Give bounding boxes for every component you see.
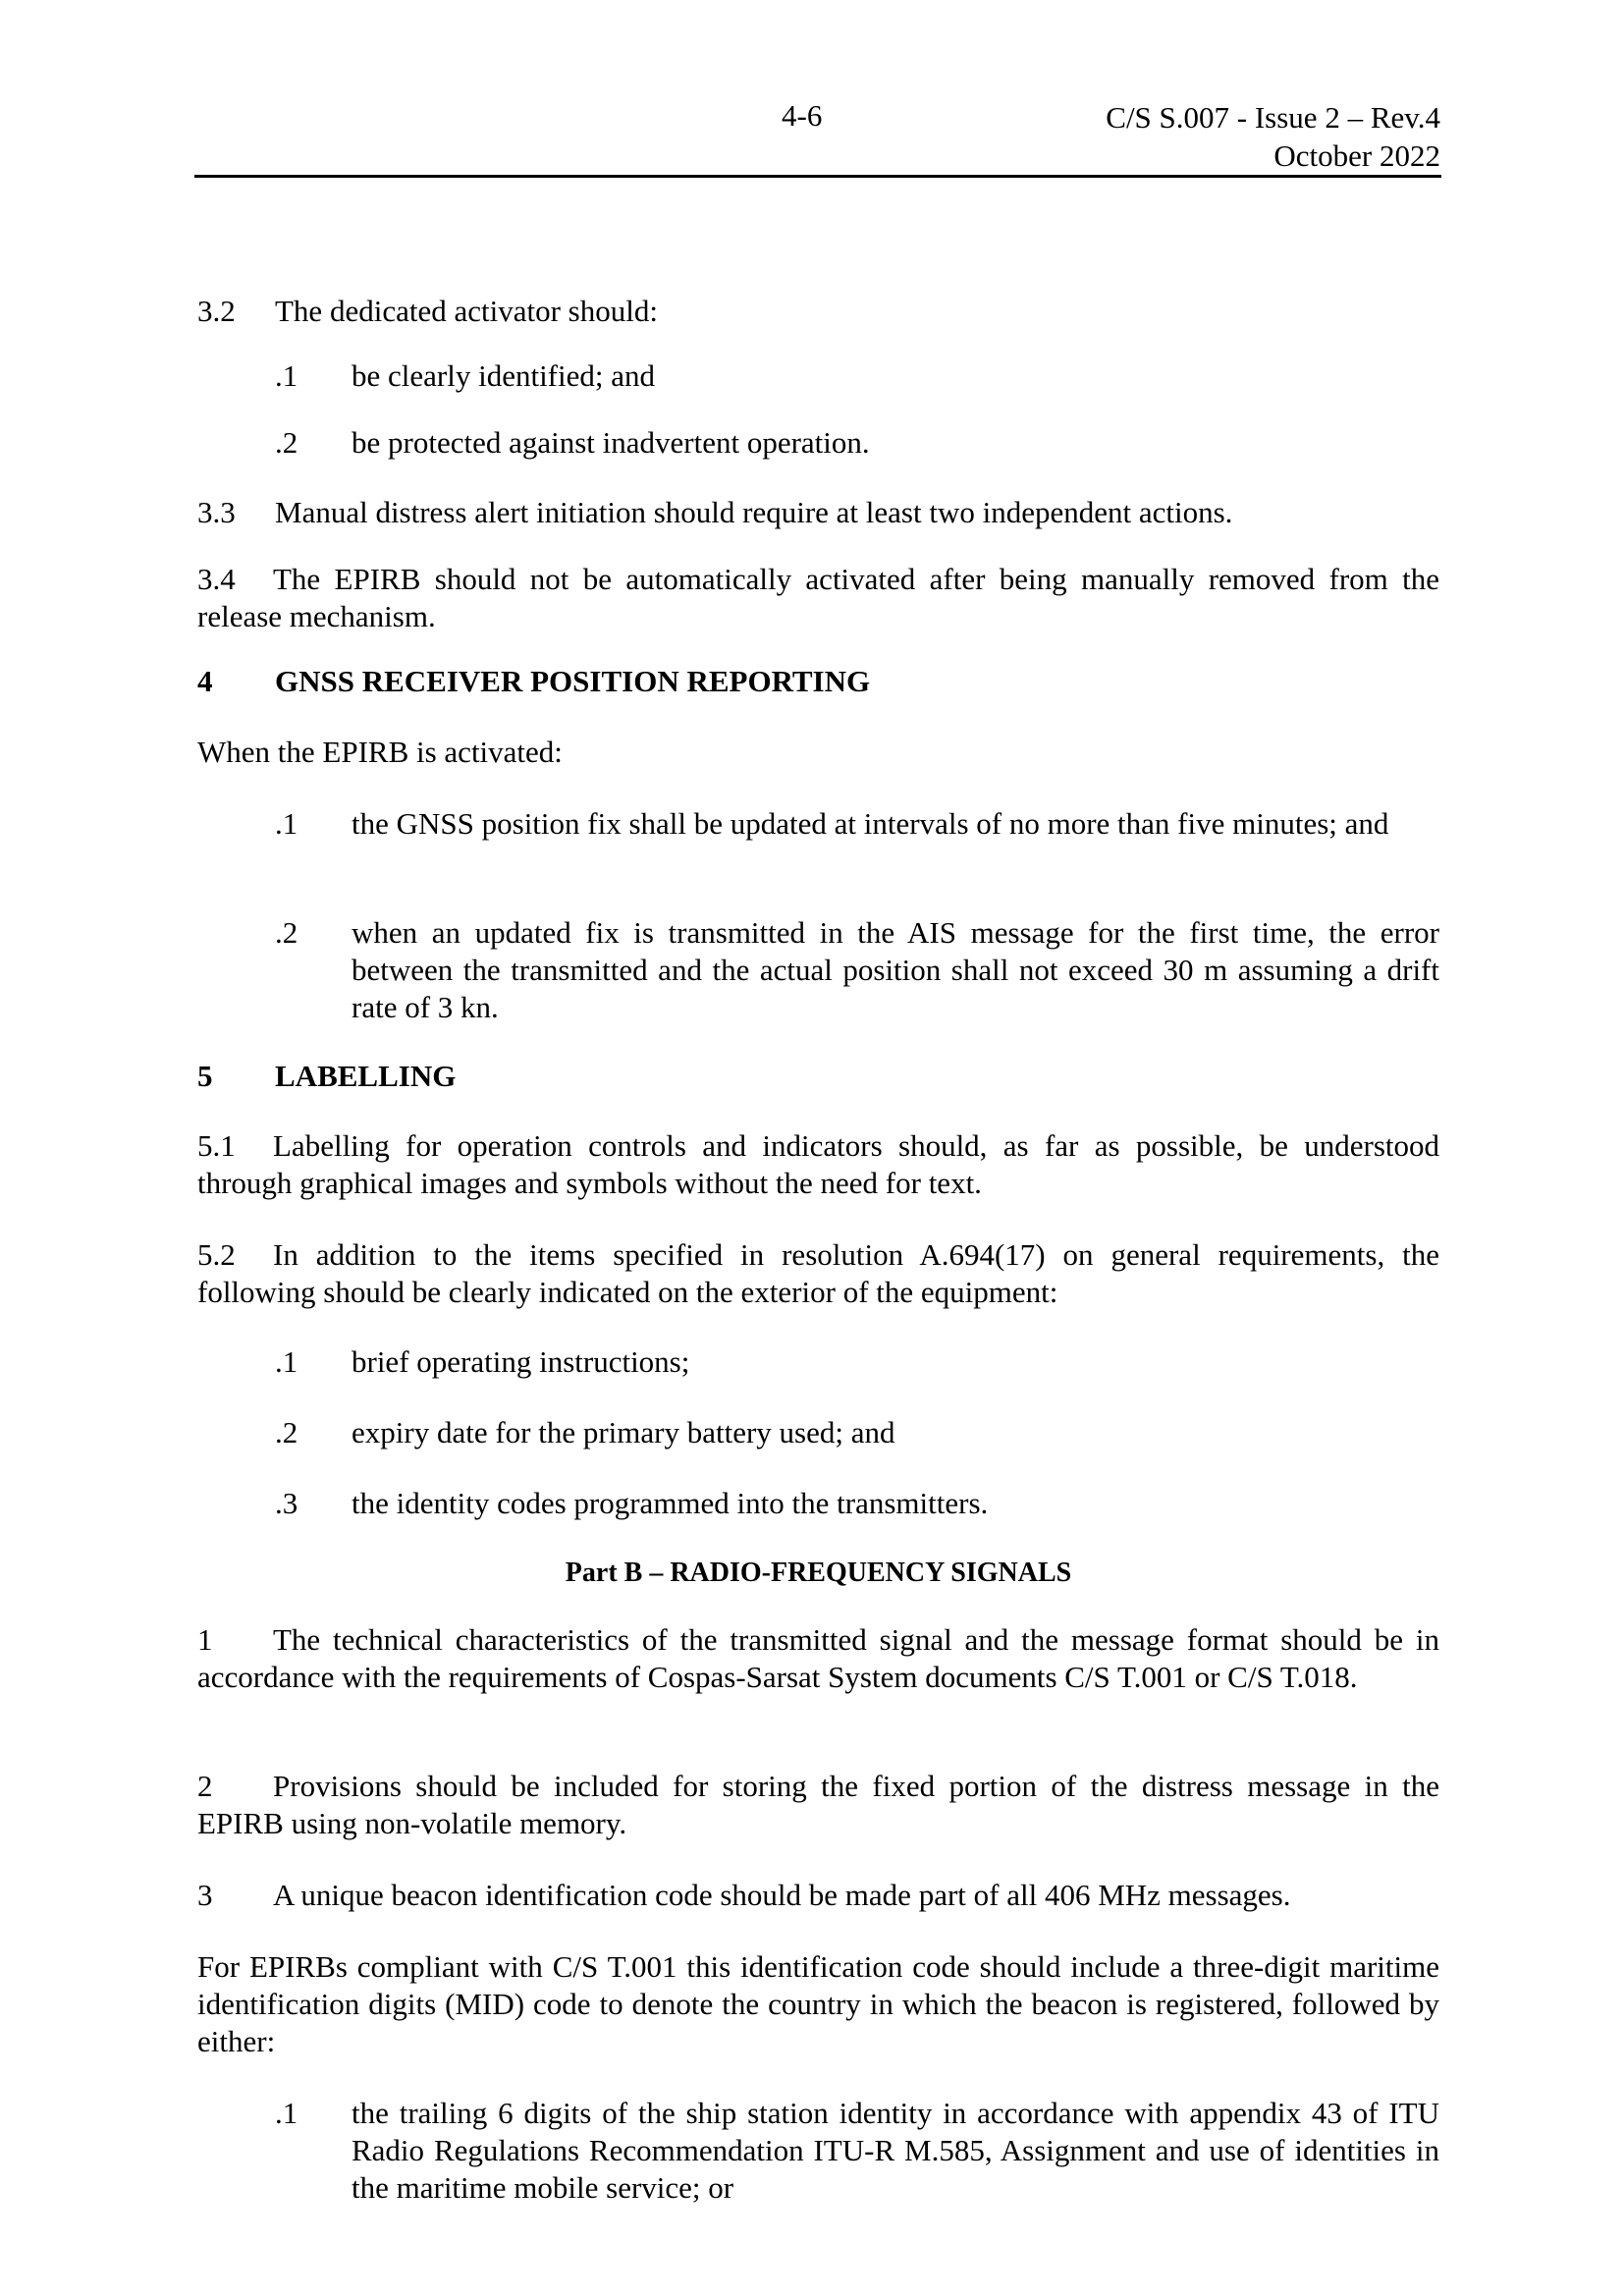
doc-ref: C/S S.007 - Issue 2 – Rev.4 — [1106, 100, 1440, 135]
list-item-number: .1 — [275, 358, 298, 393]
doc-date: October 2022 — [1273, 138, 1440, 173]
list-item-text: the trailing 6 digits of the ship station identity in accordance with appendix 43 of ITU Radio Regulations Recommendation ITU-R M.585, Assignment and use of identities in the maritime mobile service; or — [352, 2096, 1439, 2205]
section-5-1-number: 5.1 — [197, 1128, 236, 1163]
part-b-para-1-text: The technical characteristics of the transmitted signal and the message format should be in accordance with the requirements of Cospas-Sarsat System documents C/S T.001 or C/S T.018. — [197, 1622, 1439, 1694]
part-b-para-2-number: 2 — [197, 1769, 213, 1803]
list-item-number: .3 — [275, 1486, 298, 1520]
section-5-2-text: In addition to the items specified in resolution A.694(17) on general requirements, the following should be clearly indicated on the exterior of the equipment: — [197, 1237, 1439, 1309]
list-item-text: when an updated fix is transmitted in the AIS message for the first time, the error between the transmitted and the actual position shall not exceed 30 m assuming a drift rate of 3 kn. — [352, 915, 1439, 1024]
section-3-2-text: The dedicated activator should: — [275, 294, 658, 328]
section-3-4 — [197, 561, 1439, 635]
part-b-para-1-number: 1 — [197, 1622, 213, 1657]
section-5-1-text: Labelling for operation controls and indicators should, as far as possible, be understood through graphical images and symbols without the need for text. — [197, 1128, 1439, 1200]
list-item-text: expiry date for the primary battery used; and — [352, 1415, 895, 1449]
section-5-1 — [197, 1127, 1439, 1202]
list-item-number: .2 — [275, 915, 298, 950]
section-3-4-text: The EPIRB should not be automatically activated after being manually removed from the release mechanism. — [197, 562, 1439, 633]
part-b-para-4: For EPIRBs compliant with C/S T.001 this identification code should include a three-digit maritime identification digits (MID) code to denote the country in which the beacon is registered, followed by either: — [197, 1949, 1439, 2058]
section-3-2-number: 3.2 — [197, 294, 236, 328]
section-5-heading: LABELLING — [275, 1059, 457, 1093]
part-b-heading: Part B – RADIO-FREQUENCY SIGNALS — [565, 1558, 1072, 1588]
header-rule — [194, 175, 1441, 178]
section-3-3-number: 3.3 — [197, 495, 236, 529]
section-4-heading: GNSS RECEIVER POSITION REPORTING — [275, 664, 871, 698]
part-b-para-3-number: 3 — [197, 1878, 213, 1912]
list-item-text: brief operating instructions; — [352, 1344, 690, 1379]
section-5-2 — [197, 1236, 1439, 1311]
document-reference — [851, 98, 1440, 175]
list-item-number: .1 — [275, 2096, 298, 2130]
section-4-number: 4 — [197, 664, 213, 698]
list-item-text: the identity codes programmed into the transmitters. — [352, 1486, 989, 1520]
list-item-number: .1 — [275, 1344, 298, 1379]
part-b-para-3-text: A unique beacon identification code should be made part of all 406 MHz messages. — [273, 1878, 1291, 1912]
list-item-number: .1 — [275, 806, 298, 841]
list-item-text: the GNSS position fix shall be updated at intervals of no more than five minutes; and — [352, 806, 1389, 841]
list-item-text: be clearly identified; and — [352, 358, 656, 393]
part-b-para-2-text: Provisions should be included for storing the fixed portion of the distress message in the EPIRB using non-volatile memory. — [197, 1769, 1439, 1840]
section-5-number: 5 — [197, 1059, 213, 1093]
list-item-number: .2 — [275, 425, 298, 460]
part-b-para-3 — [197, 1877, 1439, 1914]
part-b-para-1 — [197, 1621, 1439, 1696]
page-number: 4-6 — [782, 98, 823, 133]
section-3-4-number: 3.4 — [197, 562, 236, 596]
section-3-3-text: Manual distress alert initiation should require at least two independent actions. — [275, 495, 1233, 529]
list-item-number: .2 — [275, 1415, 298, 1449]
section-5-2-number: 5.2 — [197, 1237, 236, 1272]
list-item-text: be protected against inadvertent operation. — [352, 425, 870, 460]
part-b-para-2 — [197, 1768, 1439, 1842]
section-4-intro: When the EPIRB is activated: — [197, 735, 563, 769]
